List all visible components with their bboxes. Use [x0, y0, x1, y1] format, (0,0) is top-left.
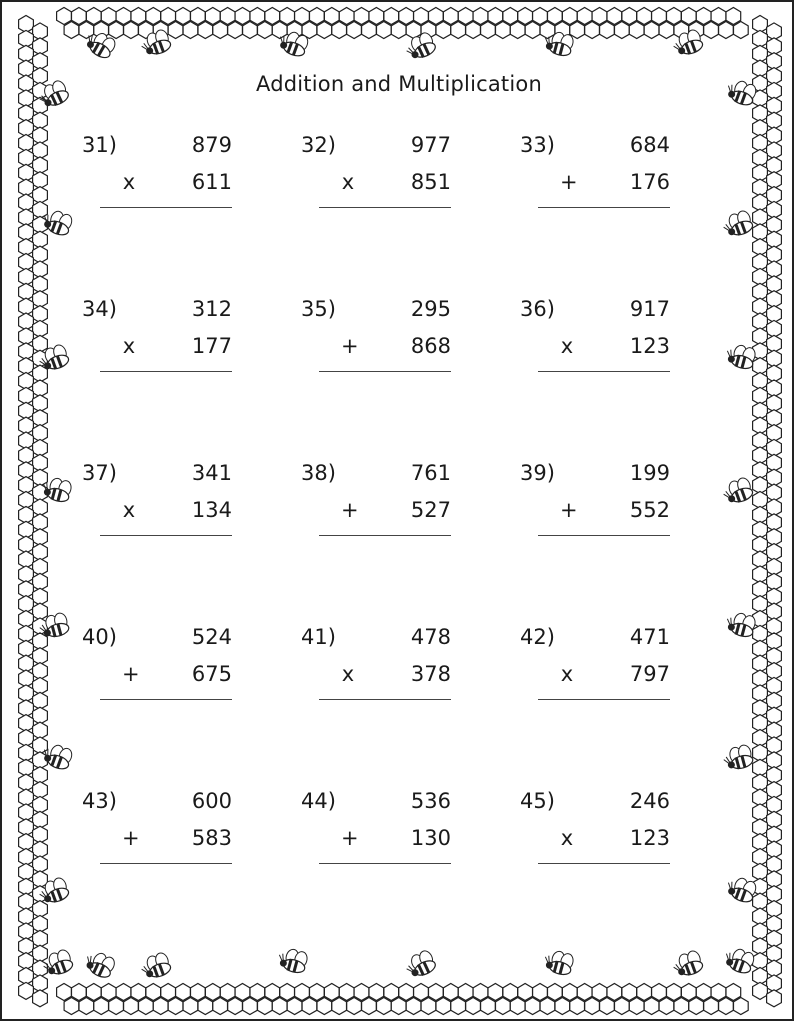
honeycomb-hexagon-icon [57, 984, 72, 1001]
honeycomb-hexagon-icon [347, 998, 362, 1015]
honeycomb-hexagon-icon [607, 984, 622, 1001]
honeycomb-hexagon-icon [94, 998, 109, 1015]
honeycomb-hexagon-icon [146, 984, 161, 1001]
answer-line [319, 699, 451, 700]
honeycomb-hexagon-icon [518, 8, 533, 25]
honeycomb-hexagon-icon [622, 8, 637, 25]
bee-icon [722, 945, 756, 975]
operator-sign: x [341, 662, 355, 686]
honeycomb-hexagon-icon [64, 998, 79, 1015]
answer-line [538, 699, 670, 700]
operator-sign: + [122, 662, 140, 686]
second-operand: 176 [629, 170, 670, 194]
honeycomb-hexagon-icon [228, 998, 243, 1015]
honeycomb-hexagon-icon [458, 984, 473, 1001]
honeycomb-hexagon-icon [324, 8, 339, 25]
honeycomb-hexagon-icon [577, 8, 592, 25]
honeycomb-hexagon-icon [168, 998, 183, 1015]
first-operand: 295 [410, 297, 451, 321]
second-operand: 378 [410, 662, 451, 686]
answer-line [100, 699, 232, 700]
first-operand: 684 [629, 133, 670, 157]
problem-number: 33) [520, 133, 555, 157]
problem-43 [82, 779, 242, 871]
second-operand: 552 [629, 498, 670, 522]
honeycomb-hexagon-icon [198, 998, 213, 1015]
honeycomb-hexagon-icon [235, 984, 250, 1001]
honeycomb-hexagon-icon [615, 22, 630, 39]
honeycomb-hexagon-icon [466, 22, 481, 39]
honeycomb-hexagon-icon [220, 984, 235, 1001]
honeycomb-hexagon-icon [183, 22, 198, 39]
honeycomb-hexagon-icon [481, 998, 496, 1015]
honeycomb-hexagon-icon [652, 8, 667, 25]
second-operand: 583 [191, 826, 232, 850]
honeycomb-hexagon-icon [481, 22, 496, 39]
honeycomb-hexagon-icon [533, 984, 548, 1001]
first-operand: 879 [191, 133, 232, 157]
answer-line [319, 207, 451, 208]
honeycomb-hexagon-icon [191, 8, 206, 25]
honeycomb-hexagon-icon [205, 8, 220, 25]
honeycomb-hexagon-icon [767, 990, 782, 1007]
honeycomb-hexagon-icon [391, 22, 406, 39]
honeycomb-hexagon-icon [734, 998, 749, 1015]
honeycomb-hexagon-icon [116, 8, 131, 25]
honeycomb-hexagon-icon [540, 22, 555, 39]
honeycomb-hexagon-icon [719, 998, 734, 1015]
honeycomb-hexagon-icon [607, 8, 622, 25]
honeycomb-hexagon-icon [629, 998, 644, 1015]
second-operand: 527 [410, 498, 451, 522]
answer-line [100, 371, 232, 372]
honeycomb-hexagon-icon [704, 22, 719, 39]
operator-sign: + [341, 826, 359, 850]
honeycomb-hexagon-icon [258, 998, 273, 1015]
honeycomb-hexagon-icon [406, 22, 421, 39]
honeycomb-hexagon-icon [116, 984, 131, 1001]
bee-icon [82, 948, 117, 980]
honeycomb-hexagon-icon [86, 984, 101, 1001]
honeycomb-hexagon-icon [525, 998, 540, 1015]
answer-line [538, 371, 670, 372]
problem-number: 39) [520, 461, 555, 485]
honeycomb-hexagon-icon [510, 22, 525, 39]
honeycomb-hexagon-icon [592, 8, 607, 25]
honeycomb-hexagon-icon [652, 984, 667, 1001]
first-operand: 341 [191, 461, 232, 485]
honeycomb-hexagon-icon [585, 998, 600, 1015]
honeycomb-hexagon-icon [659, 22, 674, 39]
honeycomb-hexagon-icon [600, 22, 615, 39]
problem-number: 43) [82, 789, 117, 813]
honeycomb-hexagon-icon [637, 984, 652, 1001]
second-operand: 797 [629, 662, 670, 686]
operator-sign: x [560, 826, 574, 850]
honeycomb-hexagon-icon [124, 22, 139, 39]
honeycomb-hexagon-icon [272, 22, 287, 39]
problem-number: 44) [301, 789, 336, 813]
second-operand: 675 [191, 662, 232, 686]
honeycomb-hexagon-icon [369, 8, 384, 25]
bee-icon [542, 948, 575, 976]
honeycomb-hexagon-icon [458, 8, 473, 25]
honeycomb-hexagon-icon [451, 998, 466, 1015]
honeycomb-hexagon-icon [451, 22, 466, 39]
problem-36 [520, 287, 680, 379]
honeycomb-hexagon-icon [243, 22, 258, 39]
honeycomb-hexagon-icon [443, 984, 458, 1001]
honeycomb-hexagon-icon [295, 984, 310, 1001]
honeycomb-hexagon-icon [191, 984, 206, 1001]
bee-icon [721, 476, 755, 506]
honeycomb-hexagon-icon [250, 984, 265, 1001]
honeycomb-hexagon-icon [466, 998, 481, 1015]
honeycomb-hexagon-icon [220, 8, 235, 25]
second-operand: 123 [629, 334, 670, 358]
first-operand: 600 [191, 789, 232, 813]
honeycomb-hexagon-icon [317, 22, 332, 39]
operator-sign: x [122, 170, 136, 194]
honeycomb-hexagon-icon [153, 998, 168, 1015]
honeycomb-hexagon-icon [562, 984, 577, 1001]
honeycomb-hexagon-icon [406, 998, 421, 1015]
honeycomb-hexagon-icon [667, 984, 682, 1001]
problem-33 [520, 123, 680, 215]
honeycomb-hexagon-icon [391, 998, 406, 1015]
first-operand: 524 [191, 625, 232, 649]
second-operand: 134 [191, 498, 232, 522]
honeycomb-hexagon-icon [696, 8, 711, 25]
problem-number: 42) [520, 625, 555, 649]
problem-number: 31) [82, 133, 117, 157]
honeycomb-hexagon-icon [711, 984, 726, 1001]
honeycomb-hexagon-icon [659, 998, 674, 1015]
bee-icon [724, 610, 757, 638]
honeycomb-hexagon-icon [414, 984, 429, 1001]
honeycomb-hexagon-icon [436, 998, 451, 1015]
honeycomb-hexagon-icon [332, 998, 347, 1015]
honeycomb-hexagon-icon [384, 984, 399, 1001]
honeycomb-hexagon-icon [265, 8, 280, 25]
operator-sign: + [122, 826, 140, 850]
honeycomb-hexagon-icon [503, 8, 518, 25]
honeycomb-hexagon-icon [176, 8, 191, 25]
honeycomb-hexagon-icon [726, 984, 741, 1001]
honeycomb-hexagon-icon [228, 22, 243, 39]
honeycomb-hexagon-icon [198, 22, 213, 39]
honeycomb-hexagon-icon [131, 984, 146, 1001]
problem-number: 40) [82, 625, 117, 649]
bee-icon [671, 949, 705, 979]
operator-sign: + [560, 498, 578, 522]
honeycomb-hexagon-icon [146, 8, 161, 25]
problem-number: 41) [301, 625, 336, 649]
answer-line [538, 535, 670, 536]
honeycomb-hexagon-icon [64, 22, 79, 39]
honeycomb-hexagon-icon [183, 998, 198, 1015]
honeycomb-hexagon-icon [503, 984, 518, 1001]
honeycomb-hexagon-icon [101, 984, 116, 1001]
honeycomb-hexagon-icon [753, 982, 768, 999]
honeycomb-hexagon-icon [548, 984, 563, 1001]
answer-line [319, 863, 451, 864]
answer-line [319, 535, 451, 536]
honeycomb-hexagon-icon [205, 984, 220, 1001]
honeycomb-hexagon-icon [592, 984, 607, 1001]
honeycomb-hexagon-icon [72, 984, 87, 1001]
problem-45 [520, 779, 680, 871]
honeycomb-hexagon-icon [488, 8, 503, 25]
honeycomb-hexagon-icon [295, 8, 310, 25]
honeycomb-hexagon-icon [79, 22, 94, 39]
honeycomb-hexagon-icon [347, 22, 362, 39]
honeycomb-hexagon-icon [570, 22, 585, 39]
honeycomb-hexagon-icon [726, 8, 741, 25]
honeycomb-hexagon-icon [33, 990, 48, 1007]
honeycomb-hexagon-icon [719, 22, 734, 39]
honeycomb-hexagon-icon [369, 984, 384, 1001]
honeycomb-hexagon-icon [562, 8, 577, 25]
honeycomb-hexagon-icon [265, 984, 280, 1001]
worksheet-title: Addition and Multiplication [256, 72, 542, 96]
answer-line [100, 207, 232, 208]
answer-line [319, 371, 451, 372]
bee-icon [139, 951, 173, 981]
honeycomb-hexagon-icon [533, 8, 548, 25]
honeycomb-hexagon-icon [339, 8, 354, 25]
first-operand: 312 [191, 297, 232, 321]
first-operand: 977 [410, 133, 451, 157]
honeycomb-hexagon-icon [258, 22, 273, 39]
honeycomb-hexagon-icon [615, 998, 630, 1015]
honeycomb-hexagon-icon [734, 22, 749, 39]
honeycomb-hexagon-icon [436, 22, 451, 39]
problem-number: 38) [301, 461, 336, 485]
honeycomb-hexagon-icon [131, 8, 146, 25]
problem-42 [520, 615, 680, 707]
honeycomb-hexagon-icon [317, 998, 332, 1015]
problem-number: 35) [301, 297, 336, 321]
honeycomb-hexagon-icon [570, 998, 585, 1015]
honeycomb-hexagon-icon [354, 984, 369, 1001]
honeycomb-hexagon-icon [577, 984, 592, 1001]
bee-icon [721, 744, 754, 772]
operator-sign: + [341, 334, 359, 358]
bee-icon [403, 949, 438, 981]
honeycomb-hexagon-icon [473, 8, 488, 25]
honeycomb-hexagon-icon [711, 8, 726, 25]
honeycomb-hexagon-icon [525, 22, 540, 39]
honeycomb-hexagon-icon [585, 22, 600, 39]
problem-41 [301, 615, 461, 707]
honeycomb-hexagon-icon [704, 998, 719, 1015]
honeycomb-hexagon-icon [310, 984, 325, 1001]
operator-sign: x [560, 662, 574, 686]
honeycomb-hexagon-icon [674, 998, 689, 1015]
honeycomb-hexagon-icon [473, 984, 488, 1001]
second-operand: 851 [410, 170, 451, 194]
honeycomb-hexagon-icon [689, 998, 704, 1015]
first-operand: 199 [629, 461, 670, 485]
honeycomb-hexagon-icon [57, 8, 72, 25]
honeycomb-hexagon-icon [19, 982, 34, 999]
honeycomb-hexagon-icon [429, 984, 444, 1001]
first-operand: 761 [410, 461, 451, 485]
honeycomb-hexagon-icon [443, 8, 458, 25]
honeycomb-hexagon-icon [622, 984, 637, 1001]
bee-icon [724, 342, 757, 370]
operator-sign: + [560, 170, 578, 194]
problem-number: 37) [82, 461, 117, 485]
problem-31 [82, 123, 242, 215]
problem-number: 34) [82, 297, 117, 321]
honeycomb-hexagon-icon [243, 998, 258, 1015]
honeycomb-hexagon-icon [176, 984, 191, 1001]
bee-icon [276, 946, 309, 974]
honeycomb-hexagon-icon [324, 984, 339, 1001]
honeycomb-hexagon-icon [213, 22, 228, 39]
honeycomb-hexagon-icon [302, 998, 317, 1015]
problem-32 [301, 123, 461, 215]
problem-number: 32) [301, 133, 336, 157]
honeycomb-hexagon-icon [139, 998, 154, 1015]
honeycomb-hexagon-icon [72, 8, 87, 25]
operator-sign: x [341, 170, 355, 194]
honeycomb-hexagon-icon [161, 984, 176, 1001]
honeycomb-hexagon-icon [377, 998, 392, 1015]
honeycomb-hexagon-icon [399, 8, 414, 25]
problem-44 [301, 779, 461, 871]
honeycomb-hexagon-icon [354, 8, 369, 25]
problem-39 [520, 451, 680, 543]
second-operand: 177 [191, 334, 232, 358]
honeycomb-hexagon-icon [421, 998, 436, 1015]
first-operand: 478 [410, 625, 451, 649]
operator-sign: x [122, 334, 136, 358]
honeycomb-hexagon-icon [287, 998, 302, 1015]
answer-line [538, 207, 670, 208]
honeycomb-hexagon-icon [555, 998, 570, 1015]
honeycomb-hexagon-icon [250, 8, 265, 25]
first-operand: 536 [410, 789, 451, 813]
honeycomb-hexagon-icon [696, 984, 711, 1001]
honeycomb-hexagon-icon [377, 22, 392, 39]
honeycomb-hexagon-icon [644, 998, 659, 1015]
second-operand: 123 [629, 826, 670, 850]
honeycomb-hexagon-icon [667, 8, 682, 25]
answer-line [538, 863, 670, 864]
honeycomb-hexagon-icon [310, 8, 325, 25]
first-operand: 471 [629, 625, 670, 649]
answer-line [100, 535, 232, 536]
honeycomb-hexagon-icon [124, 998, 139, 1015]
honeycomb-hexagon-icon [362, 22, 377, 39]
honeycomb-hexagon-icon [681, 984, 696, 1001]
honeycomb-hexagon-icon [362, 998, 377, 1015]
problem-number: 45) [520, 789, 555, 813]
honeycomb-hexagon-icon [510, 998, 525, 1015]
operator-sign: x [560, 334, 574, 358]
second-operand: 130 [410, 826, 451, 850]
operator-sign: x [122, 498, 136, 522]
honeycomb-hexagon-icon [600, 998, 615, 1015]
honeycomb-hexagon-icon [496, 22, 511, 39]
honeycomb-hexagon-icon [168, 22, 183, 39]
problem-34 [82, 287, 242, 379]
honeycomb-hexagon-icon [79, 998, 94, 1015]
honeycomb-hexagon-icon [629, 22, 644, 39]
bee-icon [721, 209, 755, 239]
honeycomb-hexagon-icon [86, 8, 101, 25]
problem-37 [82, 451, 242, 543]
honeycomb-hexagon-icon [681, 8, 696, 25]
honeycomb-hexagon-icon [384, 8, 399, 25]
honeycomb-hexagon-icon [101, 8, 116, 25]
problem-38 [301, 451, 461, 543]
first-operand: 917 [629, 297, 670, 321]
honeycomb-hexagon-icon [644, 22, 659, 39]
honeycomb-hexagon-icon [540, 998, 555, 1015]
honeycomb-hexagon-icon [339, 984, 354, 1001]
honeycomb-hexagon-icon [496, 998, 511, 1015]
problem-number: 36) [520, 297, 555, 321]
honeycomb-hexagon-icon [109, 22, 124, 39]
honeycomb-hexagon-icon [332, 22, 347, 39]
problem-35 [301, 287, 461, 379]
honeycomb-hexagon-icon [280, 8, 295, 25]
honeycomb-hexagon-icon [280, 984, 295, 1001]
honeycomb-hexagon-icon [429, 8, 444, 25]
honeycomb-hexagon-icon [272, 998, 287, 1015]
honeycomb-hexagon-icon [213, 998, 228, 1015]
honeycomb-hexagon-icon [548, 8, 563, 25]
honeycomb-hexagon-icon [518, 984, 533, 1001]
honeycomb-hexagon-icon [488, 984, 503, 1001]
first-operand: 246 [629, 789, 670, 813]
second-operand: 611 [191, 170, 232, 194]
honeycomb-hexagon-icon [399, 984, 414, 1001]
honeycomb-hexagon-icon [414, 8, 429, 25]
honeycomb-hexagon-icon [637, 8, 652, 25]
answer-line [100, 863, 232, 864]
problem-40 [82, 615, 242, 707]
second-operand: 868 [410, 334, 451, 358]
honeycomb-hexagon-icon [109, 998, 124, 1015]
honeycomb-hexagon-icon [161, 8, 176, 25]
operator-sign: + [341, 498, 359, 522]
honeycomb-hexagon-icon [235, 8, 250, 25]
